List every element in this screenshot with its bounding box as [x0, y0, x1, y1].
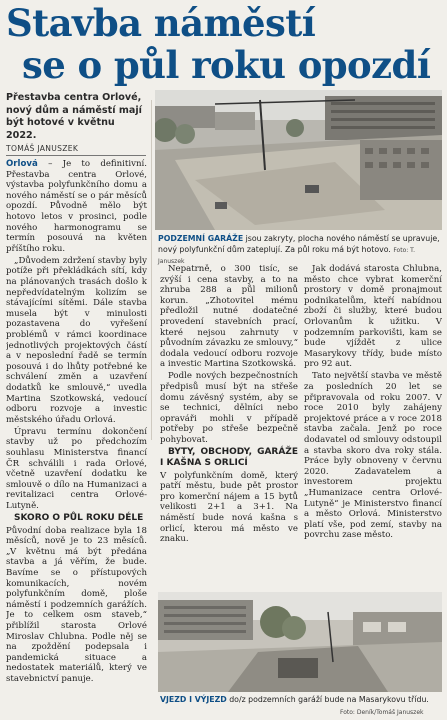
construction-site-illustration — [155, 90, 442, 230]
garage-entrance-illustration — [158, 592, 442, 692]
paragraph: Původní doba realizace byla 18 měsíců, nově je to 23 měsíců. „V květnu má být předána stavba a já věřím, že bude. Bavíme se o přístupových komunikacích, novém polyfunkčním domě, ploše náměstí i podzemních garážích. Je to celkem osm staveb,“ přiblížil starosta Orlové Miroslav Chlubna. Podle něj se na zpoždění podepsala i pandemická situace a nedostatek materiálů, který ve stavebnictví panuje. — [6, 525, 147, 684]
lead-paragraph: Přestavba centra Orlové, nový dům a náměstí mají být hotové v květnu 2022. — [6, 92, 142, 141]
paragraph: V polyfunkčním domě, který patří městu, bude pět prostor pro komerční nájem a 15 bytů velikosti 2+1 a 3+1. Na náměstí bude nová kašna s orlicí, kterou má město ve znaku. — [160, 470, 298, 545]
dateline-place: Orlová — [6, 159, 38, 169]
construction-site-photo — [155, 90, 442, 230]
paragraph: Podle nových bezpečnostních předpisů musí být na střeše domu závěsný systém, aby se se technici, dělníci nebo opraváři mohli v případě potřeby po střeše bezpečně pohybovat. — [160, 371, 298, 445]
article-column-2 — [160, 264, 298, 586]
caption-kicker: PODZEMNÍ GARÁŽE — [158, 234, 244, 243]
photo-credit: Foto: T. Januszek — [158, 246, 416, 265]
photo-caption-1: PODZEMNÍ GARÁŽE jsou zakryty, plocha nového náměstí se upravuje, nový polyfunkční dům zateplují. Za půl roku má být hotovo. Foto: T. Januszek — [158, 234, 440, 265]
headline — [6, 2, 442, 86]
headline-line-1: Stavba náměstí — [6, 1, 316, 45]
paragraph: Nepatrně, o 300 tisíc, se zvýší i cena stavby, a to na zhruba 288 a půl milionů korun. „Zhotovitel mému předložil nutné dodatečné provedení stavebních prací, které nejsou zahrnuty v původním závazku ze smlouvy,“ dodala vedoucí odboru rozvoje a investic Martina Szotkowská. — [160, 264, 298, 370]
author-byline: TOMÁŠ JANUSZEK — [6, 144, 79, 153]
photo-credit: Foto: Deník/Tomáš Januszek — [340, 709, 424, 716]
photo-caption-2: VJEZD I VÝJEZD do/z podzemních garáží bude na Masarykovu třídu. — [160, 695, 429, 704]
paragraph: Tato největší stavba ve městě za posledních 20 let se připravovala od roku 2007. V roce 2010 byly zahájeny projektové práce a v roce 2018 stavba začala. Jenž po roce dodavatel od smlouvy odstoupil a stavba skoro dva roky stála. Práce byly obnoveny v červnu 2020. Zadavatelem a investorem projektu „Humanizace centra Orlové-Lutyně“ je Ministerstvo financí a město Orlová. Ministerstvo platí vše, pod zemí, stavby na povrchu zase město. — [304, 371, 442, 541]
article-column-3 — [304, 264, 442, 586]
paragraph: Orlová – Je to definitivní. Přestavba centra Orlové, výstavba polyfunkčního domu a nového náměstí se o pár měsíců opozdí. Původně mělo být hotovo letos v prosinci, podle nového harmonogramu se termín posouvá na květen příštího roku. — [6, 159, 147, 254]
subheading: BYTY, OBCHODY, GARÁŽE I KAŠNA S ORLICÍ — [160, 447, 298, 469]
subheading: SKORO O PŮL ROKU DÉLE — [14, 513, 144, 524]
paragraph: Jak dodává starosta Chlubna, město chce vybrat komerční prostory v domě pronajmout podnikatelům, kteří nabídnou zboží či služby, které budou Orlovanům k užitku. V podzemním parkovišti, kam se bude vjíždět z ulice Masarykovy třídy, bude místo pro 92 aut. — [304, 264, 442, 370]
headline-line-2: se o půl roku opozdí — [22, 43, 431, 87]
byline-rule — [6, 155, 146, 156]
article-column-1 — [6, 159, 147, 719]
column-separator — [151, 100, 152, 440]
caption-kicker: VJEZD I VÝJEZD — [160, 695, 227, 704]
paragraph: Úpravu termínu dokončení stavby už po předchozím souhlasu Ministerstva financí ČR schválili i rada Orlové, včetně uzavření dodatku ke smlouvě o dílo na Humanizaci a revitalizaci centra Orlové-Lutyně. — [6, 426, 147, 511]
garage-entrance-photo — [158, 592, 442, 692]
paragraph: „Důvodem zdržení stavby byly potíže při překládkách sítí, kdy na plánovaných trasách došlo k nepředvídatelným kolizím se stávajícími sítěmi. Dále stavba musela být v minulosti pozastavena do vyřešení problémů v rámci koordinace jednotlivých projektových částí a v neposlední řadě se termín posouvá i do lhůty potřebné ke schválení změn a uzavření dodatků ke smlouvě,“ uvedla Martina Szotkowská, vedoucí odboru rozvoje a investic městského úřadu Orlová. — [6, 255, 147, 425]
